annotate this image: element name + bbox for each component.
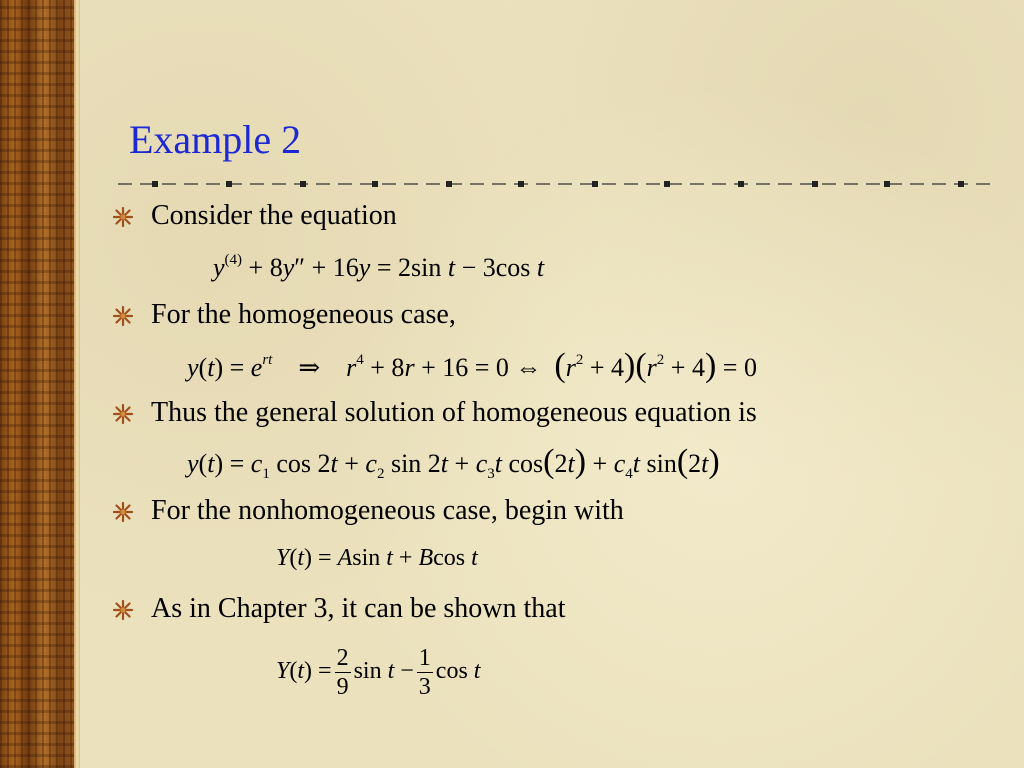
bullet-marker: [112, 298, 134, 334]
sparkle-star-icon: [112, 305, 134, 327]
sparkle-star-icon: [112, 403, 134, 425]
bullet-marker: [112, 494, 134, 530]
bullet-chapter-3: As in Chapter 3, it can be shown that: [151, 593, 566, 624]
general-solution-equation: $y(t) = c_1$ $\cos 2t + c_2$ $\sin 2t + c_3t$ $\cos(2t) + c_4t$ sin(2t): [187, 443, 720, 482]
bullet-general-solution: Thus the general solution of homogeneous equation is: [151, 397, 757, 428]
slide-title: Example 2: [129, 117, 302, 162]
particular-solution-equation: Y(t) = $\frac{2}{9}$ sin t − $\frac{1}{3}$ cos t: [276, 645, 481, 700]
bullet-consider-equation: Consider the equation: [151, 200, 397, 231]
bullet-nonhomogeneous-case: For the nonhomogeneous case, begin with: [151, 495, 624, 526]
sparkle-star-icon: [112, 501, 134, 523]
title-divider: [118, 178, 992, 190]
bullet-homogeneous-case: For the homogeneous case,: [151, 299, 456, 330]
bullet-marker: [112, 592, 134, 628]
decorative-wood-strip: [0, 0, 80, 768]
bullet-marker: [112, 396, 134, 432]
bullet-marker: [112, 199, 134, 235]
trial-solution-equation: Y(t) = Asin t + Bcos t: [276, 545, 478, 571]
characteristic-equation: $y(t) = e^{rt}$ ⇒ $r^4 + 8r + 16 = 0$ ⇔ $(r^2 + 4)(r^2 + 4) = 0$: [187, 347, 757, 384]
sparkle-star-icon: [112, 206, 134, 228]
sparkle-star-icon: [112, 599, 134, 621]
ode-equation: $y^{(4)} + 8y'' + 16y = 2\sin$ t − 3cos t: [213, 252, 545, 282]
strip-edge: [74, 0, 80, 768]
